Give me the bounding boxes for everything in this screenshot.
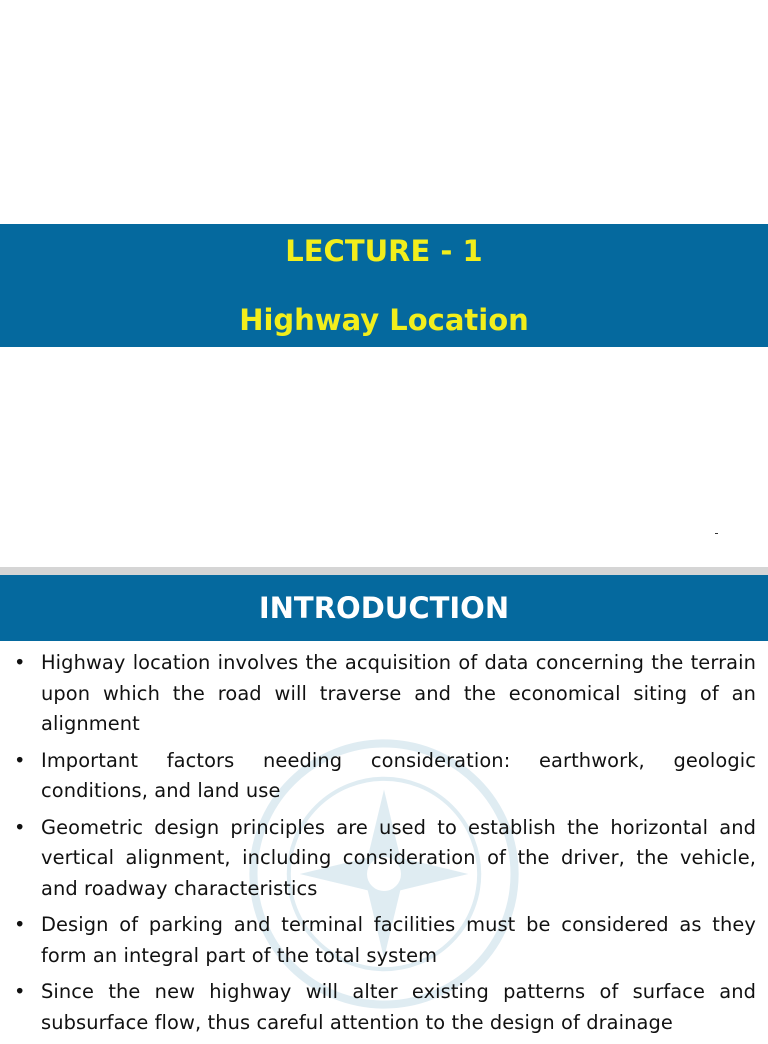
list-item [14, 910, 756, 971]
list-item [14, 977, 756, 1038]
bullet-text: Highway location involves the acquisition of data concerning the terrain upon which the road will traverse and the economical siting of an alignment [41, 651, 756, 735]
bullet-text: Important factors needing consideration: earthwork, geologic conditions, and land use [41, 748, 756, 802]
list-item [14, 746, 756, 807]
bullet-text: Design of parking and terminal facilities must be considered as they form an integral part of the total system [41, 913, 756, 967]
bullet-icon: • [14, 980, 26, 1003]
bullet-icon: • [14, 913, 26, 936]
bullet-text: Since the new highway will alter existing patterns of surface and subsurface flow, thus careful attention to the design of drainage [41, 980, 756, 1034]
bullet-icon: • [14, 651, 26, 674]
intro-bullet-list [14, 648, 756, 1044]
bullet-icon: • [14, 748, 26, 772]
intro-heading: INTRODUCTION [258, 591, 510, 625]
slide-divider [0, 567, 768, 575]
stray-mark [715, 533, 718, 534]
list-item [14, 648, 756, 740]
list-item [14, 813, 756, 905]
bullet-icon: • [14, 815, 26, 839]
bullet-text: Geometric design principles are used to establish the horizontal and vertical alignment, including consideration of the driver, the vehicle, and roadway characteristics [41, 815, 756, 900]
lecture-number: LECTURE - 1 [285, 234, 483, 268]
lecture-title: Highway Location [239, 303, 529, 337]
